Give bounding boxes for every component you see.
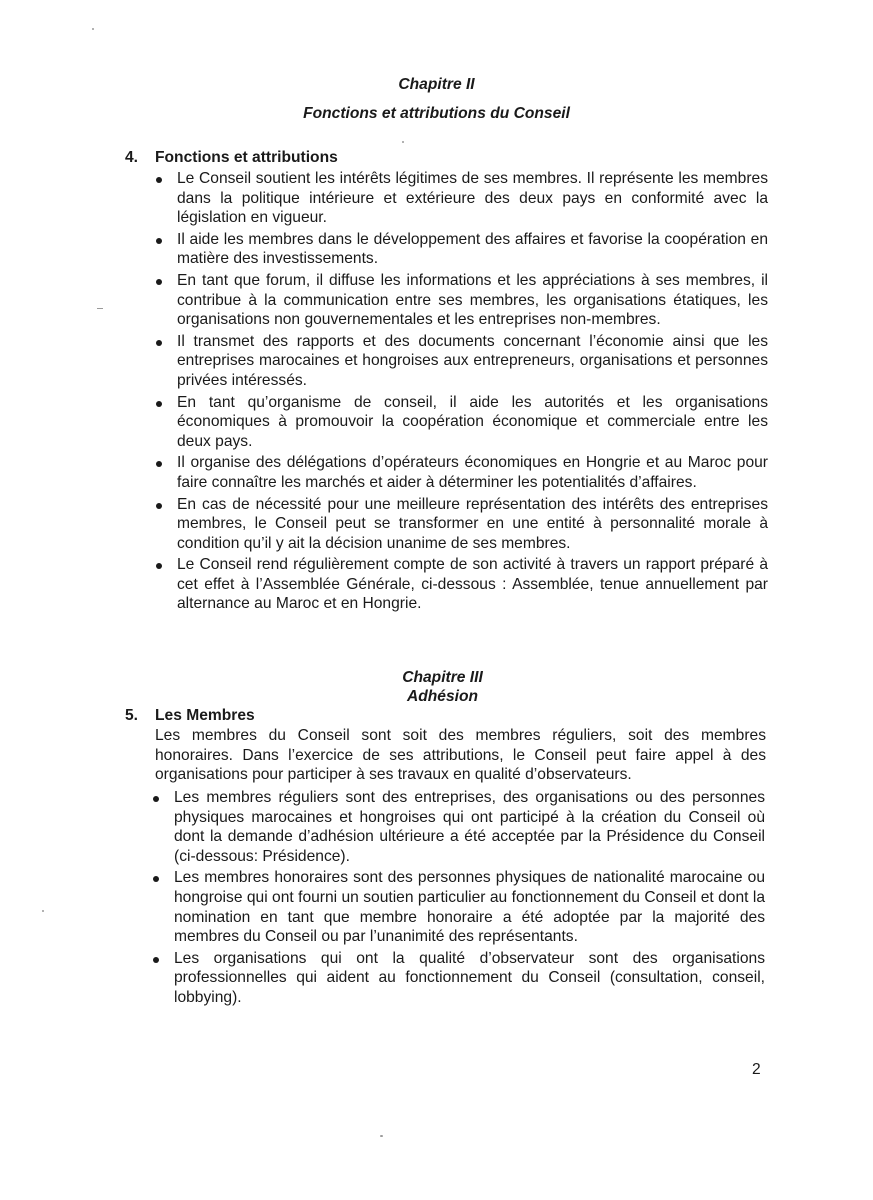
list-item: Il organise des délégations d’opérateurs économiques en Hongrie et au Maroc pour faire connaître les marchés et aider à déterminer les potentialités d’affaires.	[177, 453, 768, 492]
list-item: Il transmet des rapports et des documents concernant l’économie ainsi que les entreprises marocaines et hongroises aux entrepreneurs, organisations et personnes privées intéressés.	[177, 332, 768, 391]
bullet-icon	[153, 957, 159, 963]
section-5-bullet-list	[174, 788, 765, 1010]
list-item: Le Conseil rend régulièrement compte de son activité à travers un rapport préparé à cet effet à l’Assemblée Générale, ci-dessous : Assemblée, tenue annuellement par alternance au Maroc et en Hongrie.	[177, 555, 768, 614]
section-5-number: 5.	[125, 707, 139, 724]
bullet-icon	[156, 563, 162, 569]
bullet-icon	[156, 238, 162, 244]
list-item: En tant qu’organisme de conseil, il aide les autorités et les organisations économiques à promouvoir la coopération économique et commerciale entre les deux pays.	[177, 393, 768, 452]
chapter-3-title: Chapitre III	[402, 669, 483, 686]
bullet-icon	[156, 503, 162, 509]
scan-speck	[380, 1135, 383, 1137]
bullet-icon	[156, 340, 162, 346]
section-4-number: 4.	[125, 149, 139, 166]
list-item: Le Conseil soutient les intérêts légitimes de ses membres. Il représente les membres dans la politique intérieure et extérieure des deux pays en conformité avec la législation en vigueur.	[177, 169, 768, 228]
chapter-2-title: Chapitre II	[398, 76, 475, 93]
section-5-intro: Les membres du Conseil sont soit des membres réguliers, soit des membres honoraires. Dans l’exercice de ses attributions, le Conseil peut faire appel à des organisations pour participer à ses travaux en qualité d’observateurs.	[155, 727, 766, 784]
section-4-title: Fonctions et attributions	[155, 149, 338, 166]
page-number: 2	[752, 1061, 761, 1078]
scan-speck	[402, 141, 404, 143]
list-item: Il aide les membres dans le développement des affaires et favorise la coopération en matière des investissements.	[177, 230, 768, 269]
list-item: Les organisations qui ont la qualité d’observateur sont des organisations professionnelles qui aident au fonctionnement du Conseil (consultation, conseil, lobbying).	[174, 949, 765, 1008]
section-5-title: Les Membres	[155, 707, 255, 724]
bullet-icon	[156, 177, 162, 183]
section-4-bullet-list	[177, 169, 768, 616]
section-4-heading	[125, 148, 338, 168]
scan-speck	[92, 28, 94, 30]
bullet-icon	[156, 401, 162, 407]
bullet-icon	[156, 279, 162, 285]
bullet-icon	[156, 461, 162, 467]
scan-speck	[97, 308, 103, 309]
bullet-icon	[153, 876, 159, 882]
section-5-heading	[125, 706, 255, 726]
scan-speck	[42, 910, 44, 912]
list-item: Les membres réguliers sont des entreprises, des organisations ou des personnes physiques marocaines et hongroises qui ont participé à la création du Conseil où dont la demande d’adhésion ultérieure a été acceptée par la Présidence du Conseil (ci-dessous: Présidence).	[174, 788, 765, 866]
list-item: En cas de nécessité pour une meilleure représentation des intérêts des entreprises membres, le Conseil peut se transformer en une entité à personnalité morale à condition qu’il y ait la décision unanime de ses membres.	[177, 495, 768, 554]
list-item: En tant que forum, il diffuse les informations et les appréciations à ses membres, il contribue à la communication entre ses membres, les organisations étatiques, les organisations non gouvernementales et les entreprises non-membres.	[177, 271, 768, 330]
list-item: Les membres honoraires sont des personnes physiques de nationalité marocaine ou hongroise qui ont fourni un soutien particulier au fonctionnement du Conseil et dont la nomination en tant que membre honoraire a été adoptée par la majorité des membres du Conseil ou par l’unanimité des représentants.	[174, 868, 765, 946]
chapter-3-subtitle: Adhésion	[406, 688, 479, 705]
chapter-2-subtitle: Fonctions et attributions du Conseil	[303, 105, 570, 122]
bullet-icon	[153, 796, 159, 802]
